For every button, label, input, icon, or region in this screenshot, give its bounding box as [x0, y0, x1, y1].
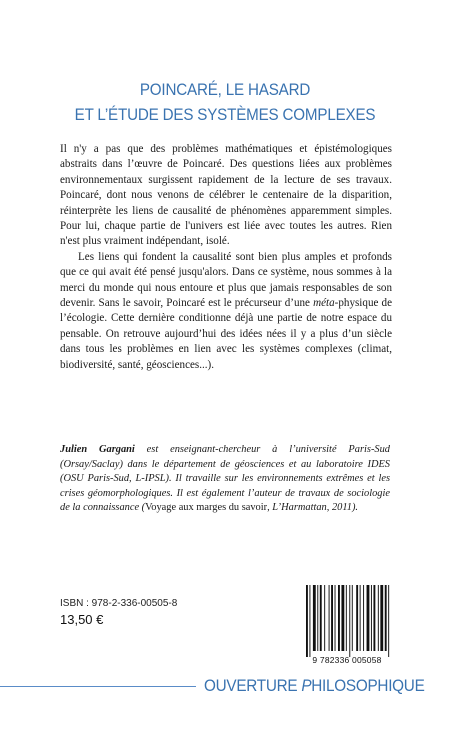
barcode-bar	[331, 585, 333, 651]
barcode-bar	[352, 585, 353, 651]
barcode-bar	[309, 585, 310, 657]
barcode-image	[302, 585, 394, 665]
bio-text-end: , L’Harmattan, 2011).	[267, 502, 359, 514]
summary-paragraph-1: Il n'y a pas que des problèmes mathématiques et épistémologiques abstraits dans l’œuvre de Poincaré. Des questions liées aux problèmes environnementaux surgissent rapidement de la lecture de ses travaux. Poincaré, dont nous venons de célébrer le centenaire de la disparition, réinterprète les liens de causalité de phénomènes apparemment simples. Pour lui, chaque partie de l'univers est liée avec toutes les autres. Rien n'est plus vraiment indépendant, isolé.	[60, 143, 392, 248]
collection-name-part3: HILOSOPHIQUE	[311, 676, 425, 695]
barcode-bar	[317, 585, 318, 651]
barcode-bar	[335, 585, 336, 651]
barcode-bar	[367, 585, 370, 651]
barcode-bar	[356, 585, 358, 651]
collection-name	[204, 676, 425, 696]
barcode-bar	[349, 585, 350, 657]
barcode-bar	[329, 585, 330, 651]
barcode-bar	[338, 585, 340, 651]
summary-p2-start: Les liens qui fondent la causalité sont bien plus amples et profonds que ce qui avait été pensé jusqu'alors. Dans ce système, nous sommes à la merci du monde qui nous entoure et plus que jamais responsables de son devenir. Sans le savoir, Poincaré est le précurseur d’une	[60, 250, 392, 310]
bio-book-title: Voyage aux marges du savoir	[145, 502, 268, 514]
barcode-bar	[346, 585, 347, 651]
collection-name-part1: OUVERTURE	[204, 676, 302, 695]
title-line-1: POINCARÉ, LE HASARD	[139, 81, 311, 99]
barcode-bar	[388, 585, 389, 657]
barcode-bar	[320, 585, 322, 651]
title-line-2: ET L’ÉTUDE DES SYSTÈMES COMPLEXES	[74, 106, 376, 124]
collection-divider	[0, 686, 196, 687]
isbn-label: ISBN : 978-2-336-00505-8	[60, 598, 178, 609]
barcode-bar	[385, 585, 387, 651]
barcode-bar	[380, 585, 383, 651]
barcode-bar	[373, 585, 375, 651]
price-label: 13,50 €	[60, 612, 104, 627]
back-cover-summary	[60, 142, 392, 373]
barcode-bar	[360, 585, 361, 651]
collection-banner	[0, 676, 450, 698]
barcode-bar	[371, 585, 372, 651]
summary-p2-end: -physique de l’écologie. Cette dernière conditionne déjà une partie de notre espace du pensable. On retrouve aujourd’hui des idées nées il y a plus d’un siècle dans tous les problèmes en lien avec les systèmes complexes (climat, biodiversité, santé, géosciences...).	[60, 297, 392, 371]
barcode-bar	[378, 585, 379, 651]
barcode-number: 9 782336 005058	[312, 655, 382, 665]
book-title	[18, 78, 432, 128]
summary-p2-italic: méta	[313, 297, 335, 310]
barcode-bar	[324, 585, 325, 651]
summary-paragraph-2	[60, 250, 392, 373]
bio-text-start: est enseignant-chercheur à l’université Paris-Sud (Orsay/Saclay) dans le département de géosciences et au laboratoire IDES (OSU Paris-Sud, L-IPSL). Il travaille sur les environnements extrêmes et les crises géomorphologiques. Il est également l’auteur de travaux de sociologie de la connaissance (	[60, 444, 390, 514]
barcode-bar	[341, 585, 344, 651]
author-name: Julien Gargani	[60, 444, 135, 455]
barcode-bar	[313, 585, 316, 651]
collection-name-part2: P	[301, 676, 312, 695]
barcode-bar	[306, 585, 308, 657]
barcode-bar	[363, 585, 364, 651]
author-bio	[60, 443, 390, 516]
